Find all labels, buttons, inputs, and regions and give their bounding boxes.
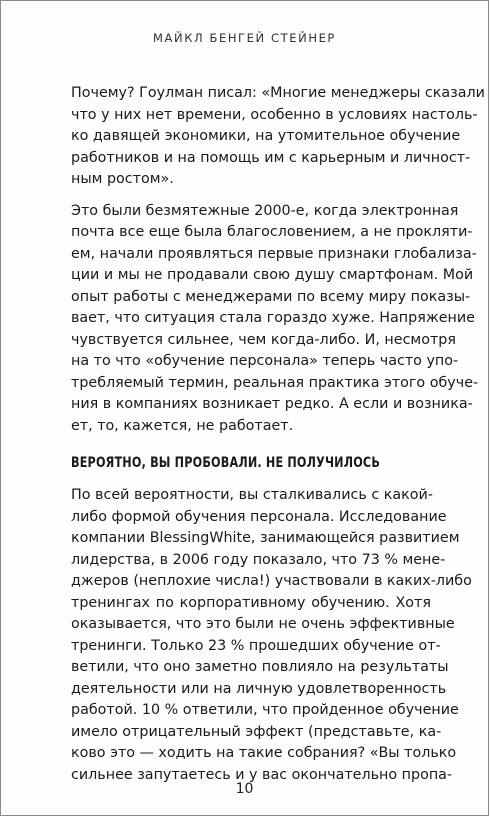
text-line: ко давящей экономики, на утомительное обучение [71, 128, 461, 144]
text-line: Почему? Гоулман писал: «Многие менеджеры сказали [71, 85, 485, 101]
text-line: ет, то, кажется, не работает. [71, 417, 294, 434]
text-line: на то что «обучение персонала» теперь часто упо- [71, 353, 459, 369]
running-head: МАЙКЛ БЕНГЕЙ СТЕЙНЕР [153, 31, 336, 45]
text-line: требляемый термин, реальная практика этого обуче- [71, 374, 479, 391]
text-line: лидерства, в 2006 году показало, что 73 % мене- [71, 551, 446, 568]
text-line: Это были безмятежные 2000-е, когда электронная [71, 202, 459, 219]
paragraph-3 [71, 485, 472, 786]
text-line: тренингах по корпоративному обучению. Хотя [71, 594, 431, 611]
text-line: ния в компаниях возникает редко. А если и возника- [71, 396, 473, 412]
text-line: работой. 10 % ответили, что пройденное обучение [71, 702, 459, 718]
text-line: ково это — ходить на такие собрания? «Вы только [71, 745, 457, 761]
text-line: компании BlessingWhite, занимающейся развитием [71, 530, 460, 546]
text-line: работников и на помощь им с карьерным и личност- [71, 149, 471, 166]
text-line: либо формой обучения персонала. Исследование [71, 508, 447, 525]
text-line: По всей вероятности, вы сталкивались с какой- [71, 487, 433, 503]
text-line: чувствуется сильнее, чем когда-либо. И, несмотря [71, 331, 456, 348]
text-line: опыт работы с менеджерами по всему миру показы- [71, 288, 471, 305]
text-line: деятельности или на личную удовлетворенность [71, 680, 447, 697]
text-line: сильнее запутаетесь и у вас окончательно пропа- [71, 766, 453, 783]
text-line: имело отрицательный эффект (представьте, ка- [71, 723, 442, 740]
text-line: ветили, что оно заметно повлияло на результаты [71, 659, 449, 675]
text-line: ции и мы не продавали свою душу смартфонам. Мой [71, 267, 474, 283]
text-line: тренинги. Только 23 % прошедших обучение от- [71, 637, 441, 654]
text-line: вает, что ситуация стала гораздо хуже. Напряжение [71, 310, 475, 326]
text-line: джеров (неплохие числа!) участвовали в каких-либо [71, 573, 472, 589]
paragraph-1 [71, 83, 485, 191]
paragraph-2 [71, 201, 479, 438]
section-heading: ВЕРОЯТНО, ВЫ ПРОБОВАЛИ. НЕ ПОЛУЧИЛОСЬ [71, 455, 381, 471]
text-line: что у них нет времени, особенно в условиях настоль- [71, 106, 478, 123]
body-text [71, 83, 485, 796]
text-line: ем, начали проявляться первые признаки глобализа- [71, 245, 477, 262]
text-line: почта все еще была благословением, а не прокляти- [71, 224, 473, 240]
page-number: 10 [235, 781, 254, 797]
text-line: оказывается, что это были не очень эффективные [71, 616, 455, 632]
text-line: ным ростом». [71, 171, 174, 187]
